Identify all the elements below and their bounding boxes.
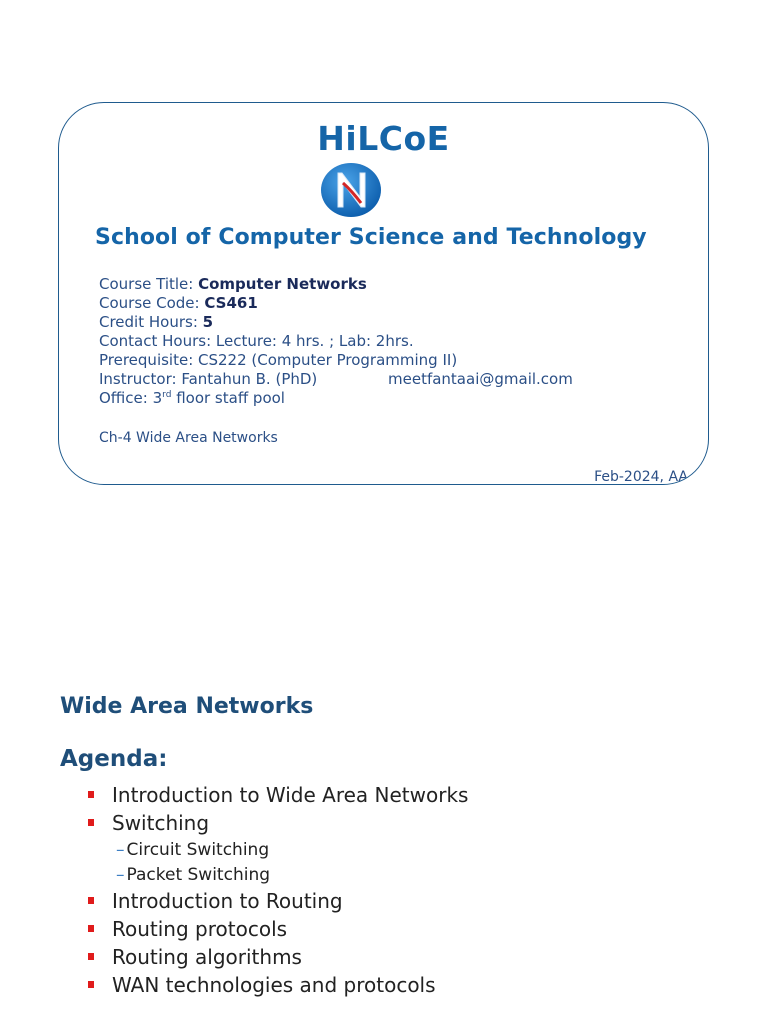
bullet-icon <box>88 819 94 826</box>
course-title-value: Computer Networks <box>198 275 367 293</box>
list-item <box>88 783 468 807</box>
credit-hours-row <box>99 313 457 332</box>
list-item-text: Routing protocols <box>112 917 288 941</box>
school-name: School of Computer Science and Technology <box>95 225 647 250</box>
title-slide-card <box>58 102 709 485</box>
bullet-icon <box>88 981 94 988</box>
list-item-text: WAN technologies and protocols <box>112 973 436 997</box>
credit-hours-label: Credit Hours: <box>99 313 203 331</box>
prerequisite-row: Prerequisite: CS222 (Computer Programming II) <box>99 351 458 369</box>
course-title-label: Course Title: <box>99 275 199 293</box>
slide-title: Wide Area Networks <box>60 694 314 719</box>
sub-list-item-text: Circuit Switching <box>126 840 270 860</box>
list-item <box>88 973 436 997</box>
office-row <box>99 389 457 408</box>
dash-icon: – <box>116 865 125 885</box>
course-code-row <box>99 294 457 313</box>
list-item-text: Introduction to Routing <box>112 889 343 913</box>
date-label: Feb-2024, AA <box>594 469 688 485</box>
list-item <box>88 889 343 913</box>
list-item-text: Introduction to Wide Area Networks <box>112 783 469 807</box>
instructor-email: meetfantaai@gmail.com <box>388 370 573 388</box>
list-item <box>88 917 287 941</box>
bullet-icon <box>88 897 94 904</box>
contact-hours-row: Contact Hours: Lecture: 4 hrs. ; Lab: 2hrs. <box>99 332 414 350</box>
chapter-title: Ch-4 Wide Area Networks <box>99 430 278 446</box>
office-label: Office: 3 <box>99 389 163 407</box>
office-rest: floor staff pool <box>171 389 285 407</box>
sub-list-item-text: Packet Switching <box>126 865 271 885</box>
sub-list-item <box>116 840 269 860</box>
list-item-text: Switching <box>112 811 210 835</box>
office-superscript: rd <box>162 390 172 400</box>
list-item-text: Routing algorithms <box>112 945 302 969</box>
institution-name: HiLCoE <box>317 119 450 158</box>
bullet-icon <box>88 791 94 798</box>
bullet-icon <box>88 953 94 960</box>
instructor-name: Instructor: Fantahun B. (PhD) <box>99 370 318 388</box>
list-item <box>88 945 302 969</box>
course-title-row <box>99 275 457 294</box>
bullet-icon <box>88 925 94 932</box>
agenda-heading: Agenda: <box>60 746 168 772</box>
dash-icon: – <box>116 840 125 860</box>
course-code-value: CS461 <box>204 294 258 312</box>
list-item <box>88 811 209 835</box>
course-code-label: Course Code: <box>99 294 205 312</box>
course-info <box>99 275 573 408</box>
sub-list-item <box>116 865 270 885</box>
hilcoe-logo-icon <box>319 161 383 219</box>
instructor-row <box>99 370 573 389</box>
credit-hours-value: 5 <box>202 313 214 331</box>
